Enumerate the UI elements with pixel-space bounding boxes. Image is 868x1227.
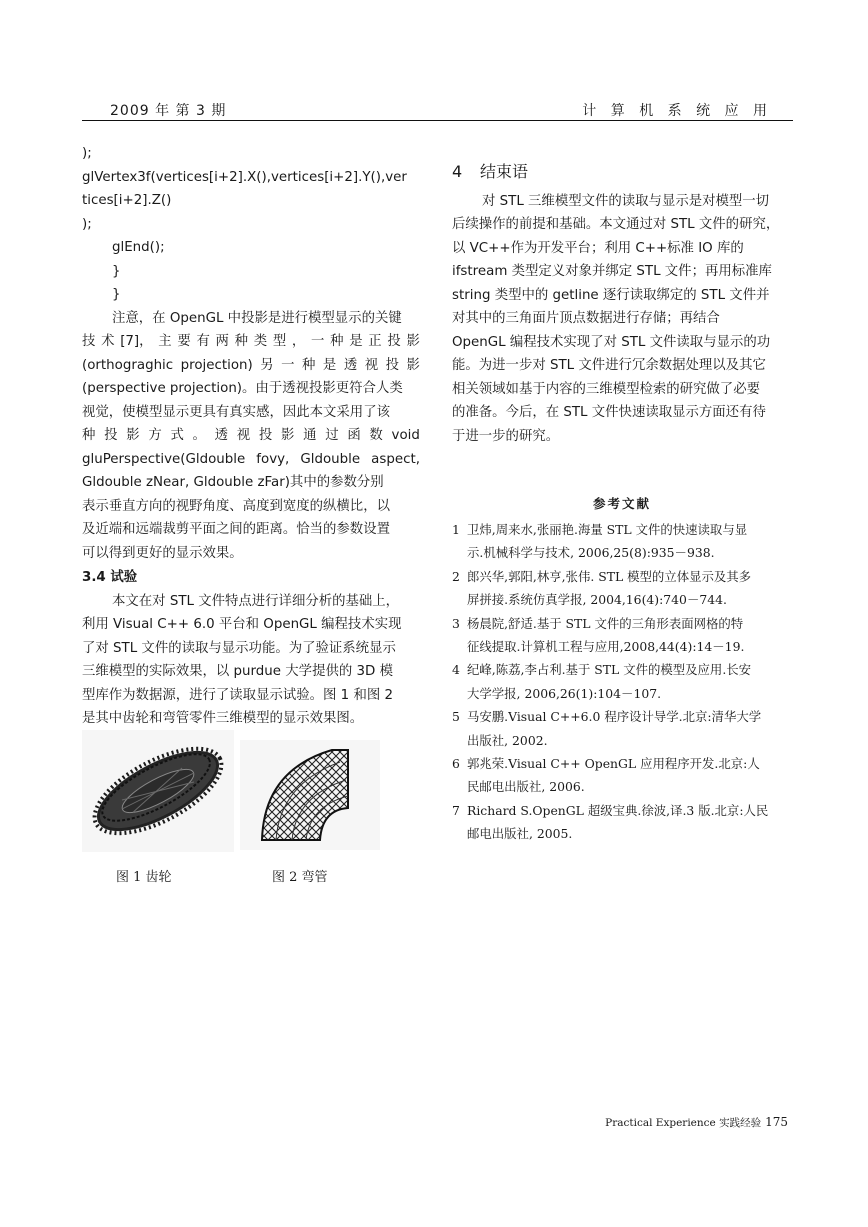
reference-line: 出版社, 2002.: [467, 732, 548, 748]
left-column: [82, 142, 420, 731]
reference-line: 郎兴华,郭阳,林亨,张伟. STL 模型的立体显示及其多: [467, 568, 752, 584]
reference-number: 2: [452, 568, 460, 584]
reference-item: [452, 565, 792, 612]
reference-line: 大学学报, 2006,26(1):104－107.: [467, 685, 662, 701]
paragraph-line: gluPerspective(Gldouble fovy, Gldouble aspect,: [82, 451, 420, 467]
paragraph-line: string 类型中的 getline 逐行读取绑定的 STL 文件并: [452, 287, 770, 303]
paragraph-line: 本文在对 STL 文件特点进行详细分析的基础上，: [112, 593, 400, 609]
reference-item: [452, 752, 792, 799]
reference-number: 4: [452, 662, 460, 678]
code-line: );: [82, 146, 92, 161]
paragraph-line: 是其中齿轮和弯管零件三维模型的显示效果图。: [82, 711, 364, 726]
reference-item: [452, 518, 792, 565]
paragraph-line: 可以得到更好的显示效果。: [82, 545, 243, 561]
paragraph-line: 对其中的三角面片顶点数据进行存储；再结合: [452, 311, 720, 326]
reference-line: 纪峰,陈荔,李占利.基于 STL 文件的模型及应用.长安: [467, 662, 752, 678]
reference-line: 杨晨院,舒适.基于 STL 文件的三角形表面网格的特: [467, 615, 744, 631]
reference-number: 6: [452, 756, 460, 772]
paragraph-line: 后续操作的前提和基础。本文通过对 STL 文件的研究，: [452, 217, 780, 232]
code-line: glVertex3f(vertices[i+2].X(),vertices[i+2].Y(),ver: [82, 169, 407, 185]
paragraph-line: 表示垂直方向的视野角度、高度到宽度的纵横比，以: [82, 498, 390, 514]
right-column: [452, 160, 792, 448]
paragraph-line: 及近端和远端裁剪平面之间的距离。恰当的参数设置: [82, 522, 390, 537]
code-line: }: [112, 287, 121, 302]
reference-line: 郭兆荣.Visual C++ OpenGL 应用程序开发.北京:人: [467, 756, 760, 772]
section-title: 结束语: [480, 162, 529, 181]
footer-text: Practical Experience 实践经验: [605, 1117, 762, 1129]
code-line: }: [112, 263, 121, 279]
code-line: tices[i+2].Z(): [82, 193, 172, 208]
paragraph-line: 对 STL 三维模型文件的读取与显示是对模型一切: [482, 193, 770, 209]
reference-number: 7: [452, 802, 460, 818]
reference-line: 马安鹏.Visual C++6.0 程序设计导学.北京:清华大学: [467, 709, 762, 725]
page-footer: [605, 1115, 788, 1130]
reference-number: 5: [452, 709, 460, 725]
paragraph-line: 三维模型的实际效果，以 purdue 大学提供的 3D 模: [82, 664, 393, 679]
reference-number: 1: [452, 522, 460, 537]
paragraph-line: OpenGL 编程技术实现了对 STL 文件读取与显示的功: [452, 334, 771, 350]
section-number: 4: [452, 162, 463, 181]
references-list: [452, 518, 792, 846]
paragraph-line: ifstream 类型定义对象并绑定 STL 文件；再用标准库: [452, 264, 772, 279]
pipe-image: [240, 740, 380, 850]
reference-number: 3: [452, 615, 460, 631]
code-line: glEnd();: [112, 240, 165, 255]
reference-line: 示.机械科学与技术, 2006,25(8):935－938.: [467, 545, 715, 561]
reference-line: 卫炜,周来水,张丽艳.海量 STL 文件的快速读取与显: [467, 522, 748, 537]
header-rule: [82, 120, 793, 121]
section-heading: 3.4 试验: [82, 570, 138, 585]
paragraph-line: 于进一步的研究。: [452, 428, 560, 444]
paragraph-line: 技 术 [7]， 主 要 有 两 种 类 型 ， 一 种 是 正 投 影: [82, 330, 420, 354]
code-line: );: [82, 216, 92, 232]
paragraph-line: 能。为进一步对 STL 文件进行冗余数据处理以及其它: [452, 358, 766, 373]
citation: [7]，: [120, 334, 153, 349]
figure-pipe: [240, 740, 380, 850]
gear-image: [82, 730, 234, 852]
header-issue: 2009 年 第 3 期: [110, 103, 227, 119]
reference-line: 征线提取.计算机工程与应用,2008,44(4):14－19.: [467, 639, 745, 655]
paragraph-line: 以 VC++作为开发平台；利用 C++标准 IO 库的: [452, 240, 744, 256]
reference-item: [452, 705, 792, 752]
reference-item: [452, 658, 792, 705]
paragraph-line: 视觉，使模型显示更具有真实感，因此本文采用了该: [82, 404, 390, 420]
paragraph-line: 的准备。今后，在 STL 文件快速读取显示方面还有待: [452, 405, 766, 420]
figure-caption: 图 1 齿轮: [116, 870, 172, 885]
reference-line: Richard S.OpenGL 超级宝典.徐波,译.3 版.北京:人民: [467, 802, 769, 818]
paragraph-line: 种 投 影 方 式 。 透 视 投 影 通 过 函 数 void: [82, 428, 420, 443]
paragraph-line: (orthograghic projection) 另 一 种 是 透 视 投 影: [82, 357, 420, 373]
figure-caption: 图 2 弯管: [272, 870, 328, 885]
paragraph-line: 相关领域如基于内容的三维模型检索的研究做了必要: [452, 381, 760, 397]
reference-item: [452, 612, 792, 659]
reference-item: [452, 799, 792, 846]
header-journal: 计 算 机 系 统 应 用: [582, 103, 772, 119]
paragraph-line: Gldouble zNear, Gldouble zFar)其中的参数分别: [82, 475, 384, 490]
reference-line: 邮电出版社, 2005.: [467, 826, 573, 842]
page-number: 175: [765, 1115, 788, 1129]
reference-line: 屏拼接.系统仿真学报, 2004,16(4):740－744.: [467, 592, 727, 608]
paragraph-line: 型库作为数据源，进行了读取显示试验。图 1 和图 2: [82, 687, 394, 703]
reference-line: 民邮电出版社, 2006.: [467, 779, 585, 795]
paragraph-line: 了对 STL 文件的读取与显示功能。为了验证系统显示: [82, 640, 396, 656]
references-title: 参考文献: [592, 496, 651, 511]
section-heading: [452, 160, 792, 184]
figure-gear: [82, 730, 234, 852]
paragraph-line: 利用 Visual C++ 6.0 平台和 OpenGL 编程技术实现: [82, 617, 402, 632]
paragraph-line: (perspective projection)。由于透视投影更符合人类: [82, 381, 403, 396]
paragraph-line: 注意，在 OpenGL 中投影是进行模型显示的关键: [112, 310, 402, 326]
